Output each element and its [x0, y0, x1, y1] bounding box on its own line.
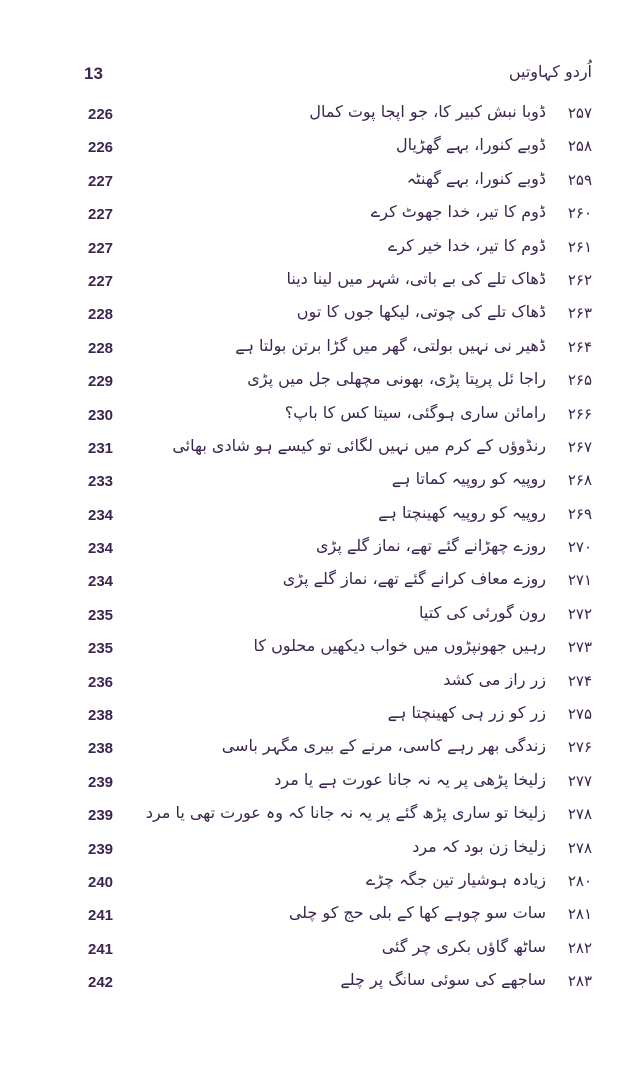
entry-page-number: 242 — [88, 974, 114, 992]
entry-proverb: زر کو زر ہی کھینچتا ہے — [387, 703, 546, 723]
index-entry — [0, 367, 636, 400]
entry-page-number: 236 — [88, 673, 114, 691]
entry-proverb: رامائن ساری ہوگئی، سیتا کس کا باپ؟ — [284, 402, 546, 422]
entry-proverb: ڈوبے کنورا، بہے گھنٹہ — [406, 168, 546, 188]
index-entry — [0, 668, 636, 701]
entry-proverb: روپیہ کو روپیہ کماتا ہے — [391, 469, 546, 489]
entry-serial-number: ۲۸۰ — [567, 871, 592, 890]
entry-page-number: 240 — [88, 873, 114, 891]
entry-page-number: 234 — [88, 540, 114, 558]
entry-proverb: ساٹھ گاؤں بکری چر گئی — [381, 936, 546, 956]
entry-serial-number: ۲۶۷ — [567, 437, 592, 456]
entry-serial-number: ۲۷۰ — [567, 538, 592, 557]
entry-serial-number: ۲۷۸ — [567, 838, 592, 857]
index-entry — [0, 300, 636, 333]
entry-proverb: زلیخا پڑھی پر یہ نہ جانا عورت ہے یا مرد — [274, 769, 546, 789]
index-entry — [0, 401, 636, 434]
entry-serial-number: ۲۷۸ — [567, 805, 592, 824]
entry-serial-number: ۲۶۸ — [567, 471, 592, 490]
entry-proverb: ڈھیر نی نہیں بولتی، گھر میں گڑا برتن بولتا ہے — [235, 335, 546, 355]
index-entry — [0, 634, 636, 667]
index-entry — [0, 334, 636, 367]
index-entry — [0, 167, 636, 200]
entry-proverb: ڈوم کا تیر، خدا خیر کرے — [387, 235, 546, 255]
entry-proverb: راجا ئل پرپتا پڑی، بھونی مچھلی جل میں پڑی — [247, 369, 546, 389]
entry-proverb: ساجھے کی سوئی سانگ پر چلے — [340, 970, 546, 990]
entry-proverb: ڈھاک تلے کی بے باتی، شہر میں لینا دینا — [286, 268, 546, 288]
entry-serial-number: ۲۷۳ — [567, 638, 592, 657]
entry-page-number: 229 — [88, 373, 114, 391]
entry-page-number: 227 — [88, 172, 114, 190]
entry-proverb: ڈوبے کنورا، بہے گھڑیال — [396, 135, 546, 155]
index-entry — [0, 100, 636, 133]
index-entry — [0, 200, 636, 233]
entry-serial-number: ۲۷۵ — [567, 705, 592, 724]
entry-page-number: 234 — [88, 506, 114, 524]
entry-serial-number: ۲۸۲ — [567, 938, 592, 957]
entry-proverb: زندگی بھر رہے کاسی، مرنے کے بیری مگہر باسی — [221, 736, 546, 756]
index-entry — [0, 567, 636, 600]
index-entry — [0, 701, 636, 734]
entry-proverb: زلیخا تو ساری پڑھ گئے پر یہ نہ جانا کہ وہ عورت تھی یا مرد — [145, 803, 546, 823]
entry-proverb: روپیہ کو روپیہ کھینچتا ہے — [378, 502, 546, 522]
entry-page-number: 228 — [88, 339, 114, 357]
entry-page-number: 227 — [88, 206, 114, 224]
index-entry — [0, 534, 636, 567]
running-title: اُردو کہاوتیں — [508, 62, 592, 81]
entry-serial-number: ۲۶۲ — [567, 270, 592, 289]
index-entry — [0, 968, 636, 1001]
entry-proverb: رہیں جھونپڑوں میں خواب دیکھیں محلوں کا — [253, 636, 546, 656]
entry-page-number: 231 — [88, 439, 114, 457]
entry-serial-number: ۲۶۶ — [567, 404, 592, 423]
entry-page-number: 234 — [88, 573, 114, 591]
entry-page-number: 239 — [88, 807, 114, 825]
index-entry — [0, 801, 636, 834]
entry-proverb: رنڈوؤں کے کرم میں نہیں لگائی تو کیسے ہو شادی بھائی — [172, 435, 546, 455]
entry-page-number: 228 — [88, 306, 114, 324]
index-entry — [0, 467, 636, 500]
entry-page-number: 226 — [88, 139, 114, 157]
entry-page-number: 235 — [88, 606, 114, 624]
entry-proverb: زیادہ ہوشیار تین جگہ چڑے — [365, 869, 546, 889]
entry-proverb: روزے چھڑانے گئے تھے، نماز گلے پڑی — [315, 536, 546, 556]
entry-proverb: روزے معاف کرانے گئے تھے، نماز گلے پڑی — [282, 569, 546, 589]
entry-serial-number: ۲۷۴ — [567, 671, 592, 690]
entry-proverb: رون گورئی کی کتیا — [419, 602, 546, 622]
entry-page-number: 230 — [88, 406, 114, 424]
entry-proverb: زلیخا زن بود کہ مرد — [412, 836, 546, 856]
entry-serial-number: ۲۶۱ — [567, 237, 592, 256]
entry-serial-number: ۲۷۱ — [567, 571, 592, 590]
index-entry — [0, 734, 636, 767]
entry-serial-number: ۲۶۴ — [567, 337, 592, 356]
entry-page-number: 238 — [88, 707, 114, 725]
entry-page-number: 235 — [88, 640, 114, 658]
entry-page-number: 241 — [88, 907, 114, 925]
entry-serial-number: ۲۵۷ — [567, 104, 592, 122]
entry-serial-number: ۲۶۰ — [567, 204, 592, 223]
index-entry — [0, 768, 636, 801]
index-entry — [0, 835, 636, 868]
entry-serial-number: ۲۸۱ — [567, 905, 592, 924]
entry-serial-number: ۲۶۵ — [567, 371, 592, 390]
entry-serial-number: ۲۷۲ — [567, 604, 592, 623]
index-entry — [0, 935, 636, 968]
index-entry — [0, 434, 636, 467]
entry-serial-number: ۲۶۹ — [567, 504, 592, 523]
entry-serial-number: ۲۷۷ — [567, 771, 592, 790]
entry-page-number: 226 — [88, 106, 114, 123]
entry-proverb: ڈوبا نبش کبیر کا، جو اپجا پوت کمال — [309, 102, 546, 121]
page-number: 13 — [84, 64, 103, 83]
entry-proverb: ڈوم کا تیر، خدا جھوٹ کرے — [370, 202, 546, 222]
index-entry — [0, 868, 636, 901]
index-entry — [0, 601, 636, 634]
entry-proverb: زر راز می کشد — [443, 669, 546, 689]
index-entry — [0, 234, 636, 267]
entry-page-number: 238 — [88, 740, 114, 758]
entry-proverb: ڈھاک تلے کی چوتی، لیکھا جوں کا توں — [296, 302, 546, 322]
entry-serial-number: ۲۵۸ — [567, 137, 592, 156]
index-list — [0, 100, 636, 1002]
entry-page-number: 239 — [88, 773, 114, 791]
entry-serial-number: ۲۸۳ — [567, 972, 592, 991]
entry-page-number: 233 — [88, 473, 114, 491]
entry-page-number: 241 — [88, 940, 114, 958]
entry-serial-number: ۲۶۳ — [567, 304, 592, 323]
index-entry — [0, 901, 636, 934]
entry-page-number: 227 — [88, 239, 114, 257]
entry-page-number: 227 — [88, 272, 114, 290]
entry-serial-number: ۲۵۹ — [567, 170, 592, 189]
entry-page-number: 239 — [88, 840, 114, 858]
index-entry — [0, 133, 636, 166]
entry-serial-number: ۲۷۶ — [567, 738, 592, 757]
index-entry — [0, 267, 636, 300]
index-entry — [0, 501, 636, 534]
entry-proverb: سات سو چوہے کھا کے بلی حج کو چلی — [288, 903, 546, 923]
